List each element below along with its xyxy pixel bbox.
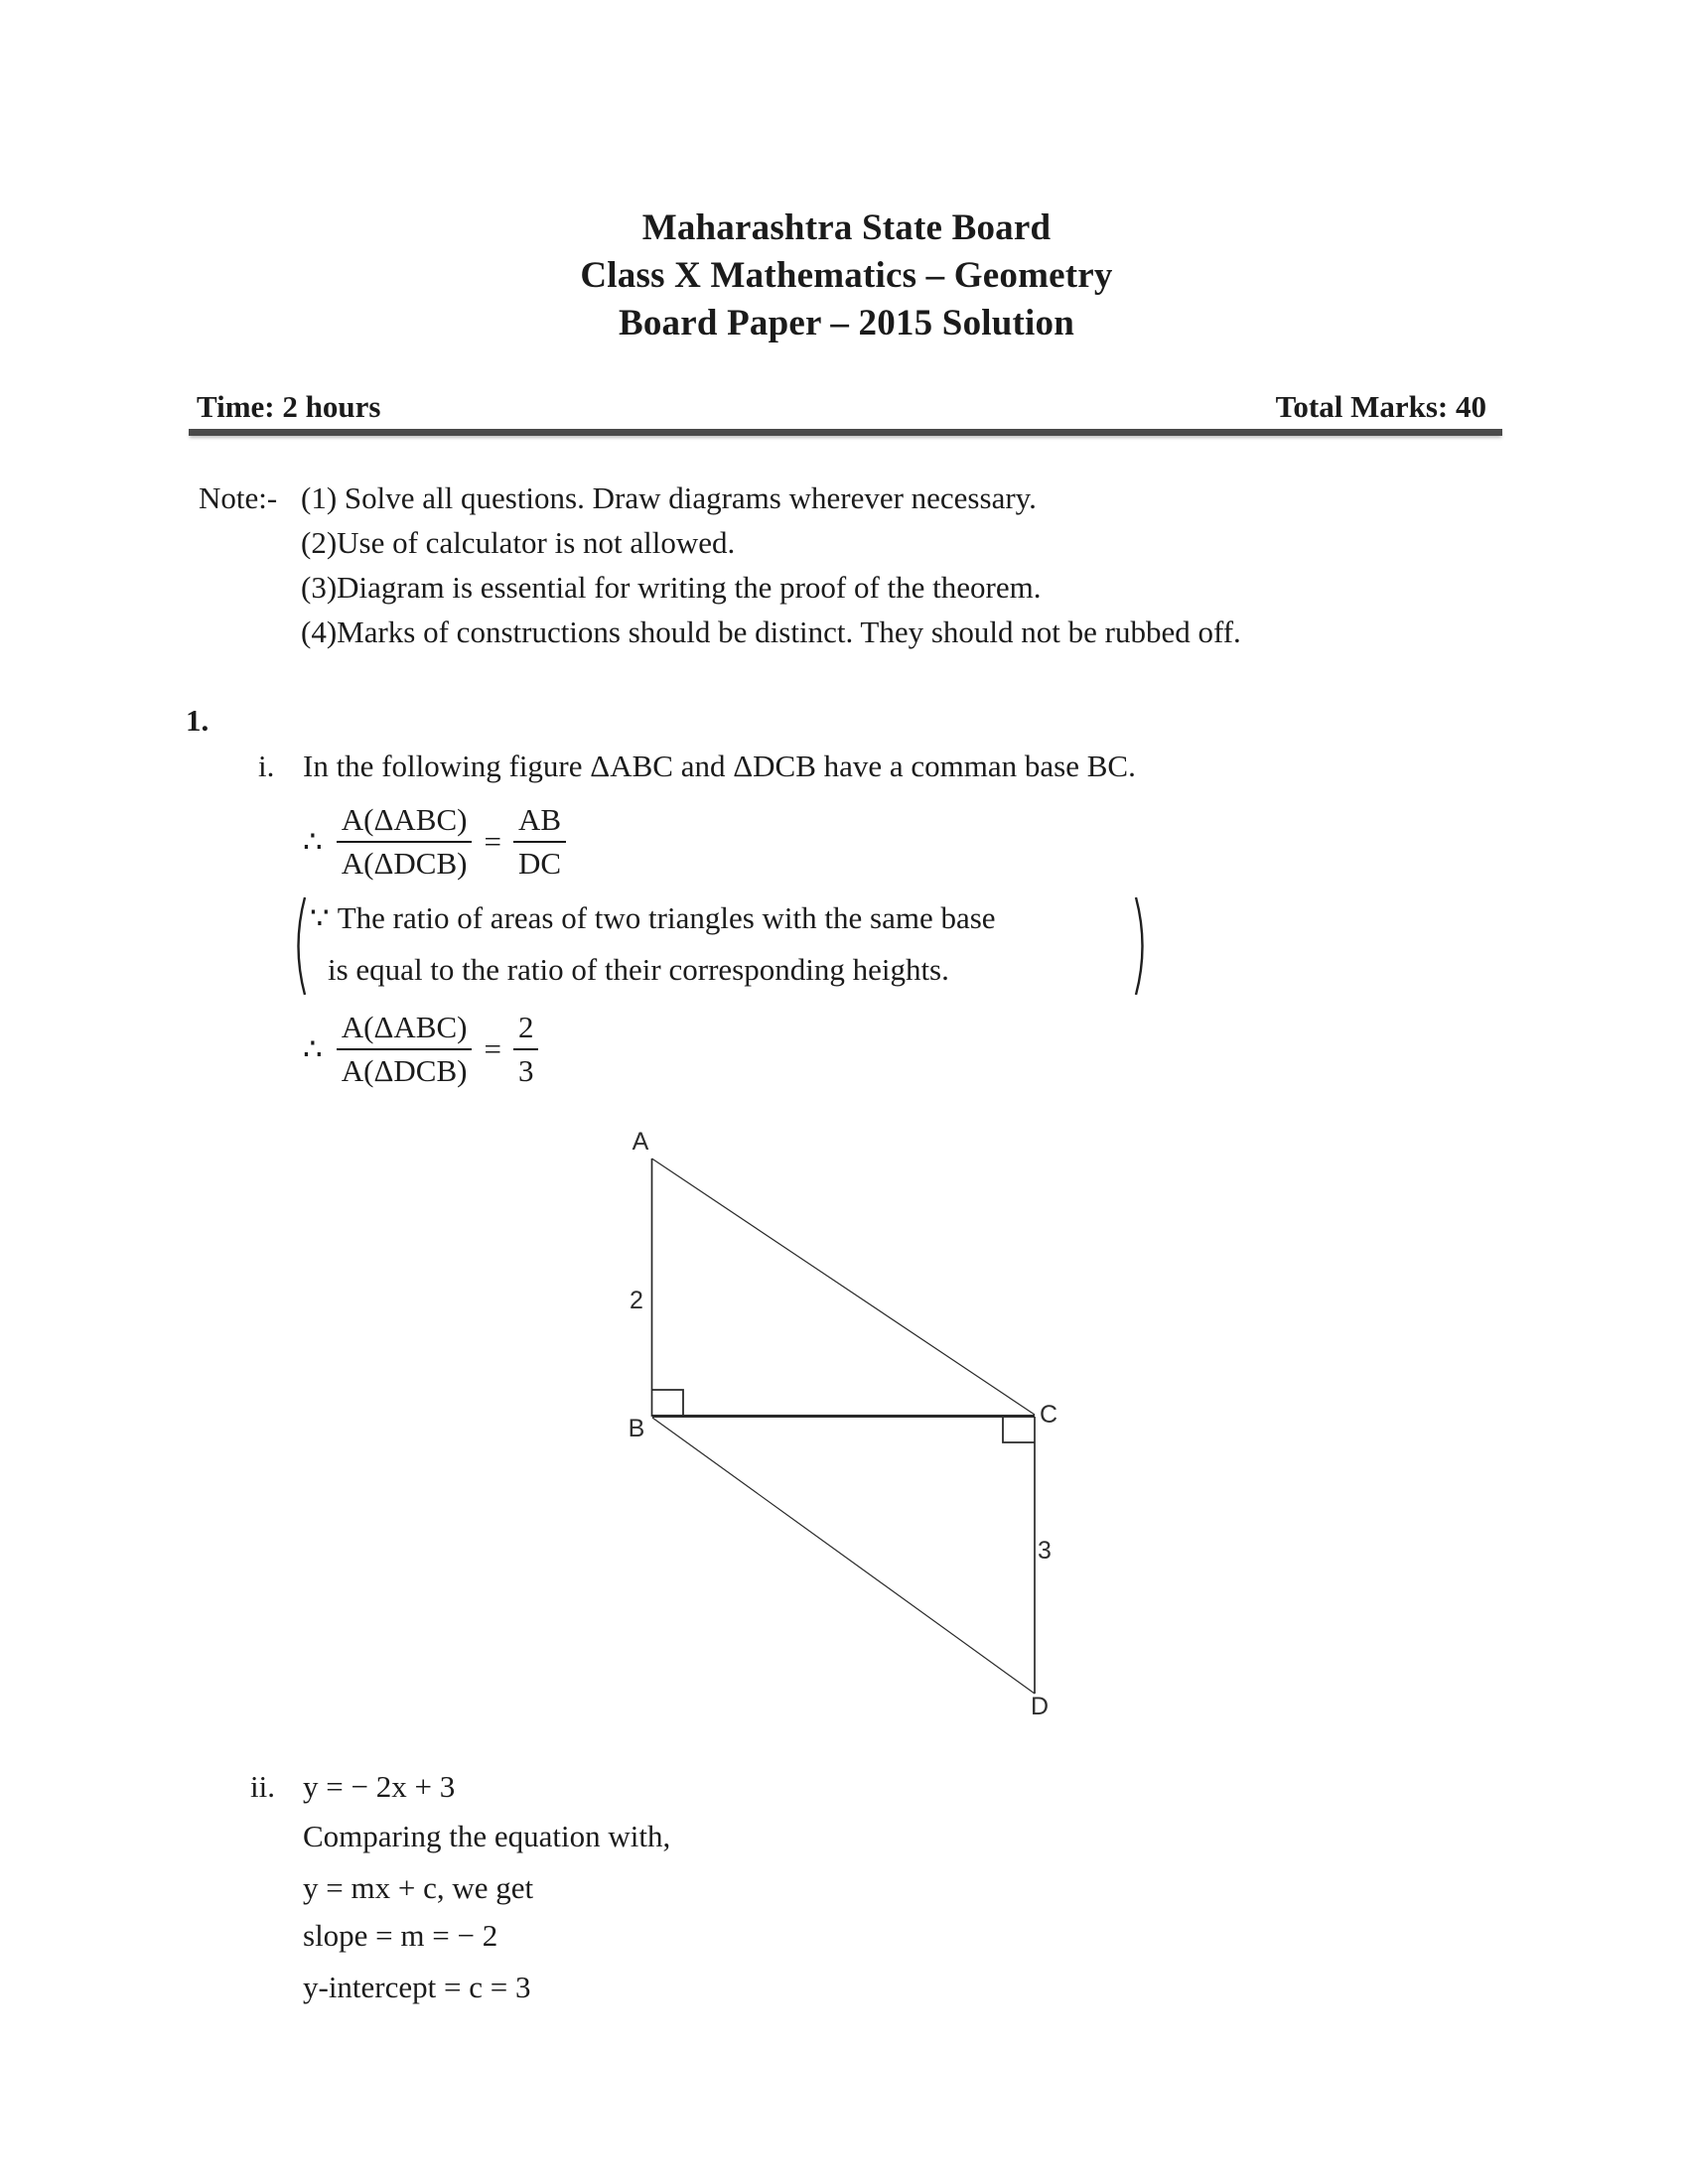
side-bd xyxy=(652,1418,1035,1694)
vertex-b-label: B xyxy=(628,1415,645,1442)
note-item-1: (1) Solve all questions. Draw diagrams wherever necessary. xyxy=(301,480,1037,515)
vertex-c-label: C xyxy=(1040,1401,1058,1429)
rhs-fraction xyxy=(513,1010,539,1089)
part-ii-label: ii. xyxy=(250,1769,275,1804)
part-ii-standard-form-line: y = mx + c, we get xyxy=(303,1870,534,1905)
part-ii-intercept-line: y-intercept = c = 3 xyxy=(303,1970,531,2004)
right-angle-mark-c xyxy=(1003,1418,1035,1442)
triangles-abc-dcb-figure xyxy=(596,1112,1092,1727)
length-cd-label: 3 xyxy=(1038,1537,1052,1565)
lhs-fraction xyxy=(337,802,473,882)
question-1-number: 1. xyxy=(186,703,210,738)
big-close-paren xyxy=(1132,894,1152,998)
formula-area-ratio-2-3 xyxy=(303,1008,538,1091)
part-ii-equation: y = − 2x + 3 xyxy=(303,1769,456,1804)
lhs-numerator: A(ΔABC) xyxy=(341,802,468,837)
reason-line-1 xyxy=(310,899,996,937)
right-angle-mark-b xyxy=(652,1390,683,1415)
total-marks-label: Total Marks: 40 xyxy=(1275,389,1486,424)
equals-sign: = xyxy=(484,1031,501,1066)
part-ii-comparing-line: Comparing the equation with, xyxy=(303,1819,671,1853)
rhs-fraction xyxy=(513,802,566,882)
length-ab-label: 2 xyxy=(630,1287,643,1314)
title-line-board: Maharashtra State Board xyxy=(641,207,1052,248)
part-i-label: i. xyxy=(258,749,275,783)
because-symbol: ∵ xyxy=(310,900,330,935)
reason-text-1: The ratio of areas of two triangles with the same base xyxy=(337,900,996,935)
lhs-fraction xyxy=(337,1010,473,1089)
header-divider-rule xyxy=(189,429,1502,436)
big-open-paren xyxy=(289,894,309,998)
part-i-statement: In the following figure ΔABC and ΔDCB have a comman base BC. xyxy=(303,749,1136,783)
side-ac xyxy=(652,1159,1036,1415)
therefore-symbol: ∴ xyxy=(303,824,323,859)
rhs-numerator: AB xyxy=(517,802,562,837)
therefore-symbol: ∴ xyxy=(303,1031,323,1066)
rhs-numerator: 2 xyxy=(517,1010,534,1044)
part-ii-slope-line: slope = m = − 2 xyxy=(303,1918,498,1953)
equals-sign: = xyxy=(484,824,501,859)
lhs-numerator: A(ΔABC) xyxy=(341,1010,468,1044)
note-item-3: (3)Diagram is essential for writing the proof of the theorem. xyxy=(301,570,1042,605)
note-item-4: (4)Marks of constructions should be distinct. They should not be rubbed off. xyxy=(301,614,1241,649)
formula-area-ratio-ab-dc xyxy=(303,800,566,884)
rhs-denominator: 3 xyxy=(513,1048,539,1089)
title-line-paper: Board Paper – 2015 Solution xyxy=(618,303,1075,343)
vertex-a-label: A xyxy=(632,1128,649,1156)
lhs-denominator: A(ΔDCB) xyxy=(337,841,473,882)
vertex-d-label: D xyxy=(1030,1693,1050,1720)
document-title xyxy=(189,205,1504,347)
rhs-denominator: DC xyxy=(513,841,566,882)
reason-line-2: is equal to the ratio of their corresponding heights. xyxy=(328,952,949,987)
note-item-2: (2)Use of calculator is not allowed. xyxy=(301,525,736,560)
note-label: Note:- xyxy=(199,480,278,515)
time-allowed-label: Time: 2 hours xyxy=(197,389,381,424)
lhs-denominator: A(ΔDCB) xyxy=(337,1048,473,1089)
title-line-class: Class X Mathematics – Geometry xyxy=(580,255,1113,296)
